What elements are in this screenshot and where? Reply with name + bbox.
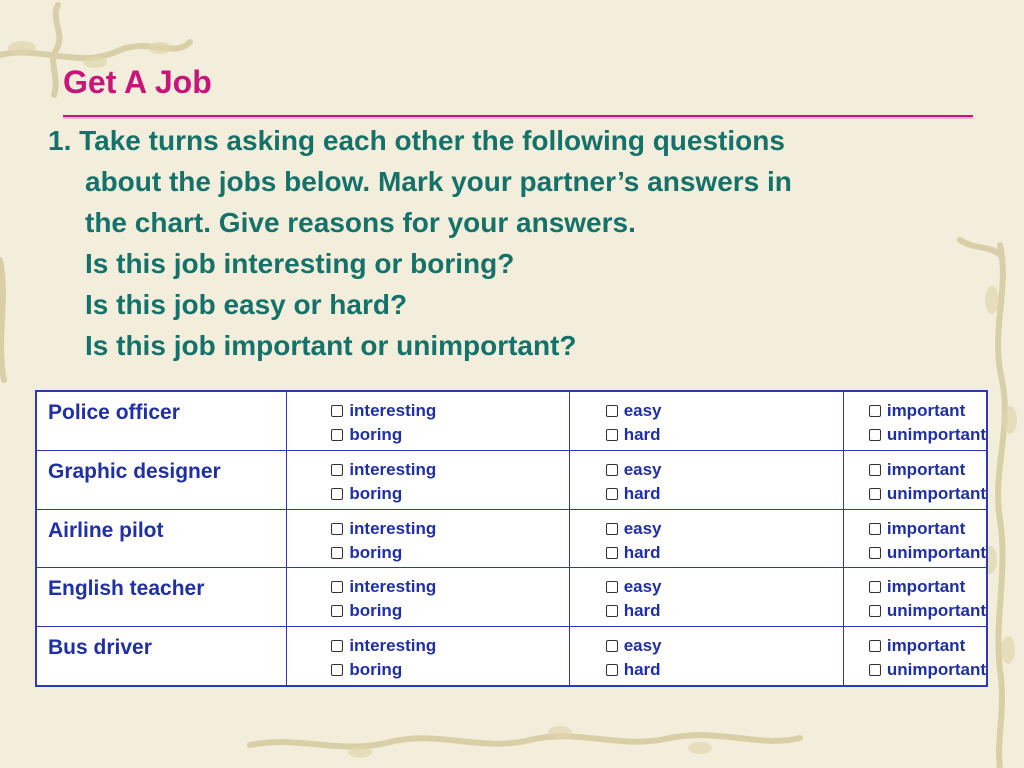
option-label: interesting bbox=[349, 577, 437, 597]
question-interesting-boring: Is this job interesting or boring? bbox=[85, 248, 515, 279]
option-checkbox[interactable] bbox=[606, 634, 843, 658]
checkbox-icon[interactable] bbox=[331, 605, 343, 617]
option-label: important bbox=[886, 401, 966, 420]
option-label: hard bbox=[623, 542, 661, 562]
instruction-line: the chart. Give reasons for your answers. bbox=[85, 207, 636, 238]
option-label: unimportant bbox=[886, 660, 986, 680]
option-label: hard bbox=[623, 601, 661, 621]
option-checkbox[interactable] bbox=[869, 517, 986, 541]
option-checkbox[interactable] bbox=[606, 517, 843, 541]
option-checkbox[interactable] bbox=[869, 599, 986, 623]
option-checkbox[interactable] bbox=[606, 575, 843, 599]
checkbox-icon[interactable] bbox=[606, 640, 618, 652]
option-label: boring bbox=[349, 542, 403, 562]
option-checkbox[interactable] bbox=[606, 482, 843, 506]
table-row bbox=[36, 509, 987, 568]
option-label: easy bbox=[623, 401, 662, 420]
table-row bbox=[36, 391, 987, 450]
checkbox-icon[interactable] bbox=[869, 640, 881, 652]
option-checkbox[interactable] bbox=[331, 658, 568, 682]
job-name: Graphic designer bbox=[36, 450, 287, 509]
checkbox-icon[interactable] bbox=[869, 523, 881, 535]
option-label: important bbox=[886, 636, 966, 656]
option-checkbox[interactable] bbox=[331, 575, 568, 599]
checkbox-icon[interactable] bbox=[869, 405, 881, 417]
checkbox-icon[interactable] bbox=[606, 581, 618, 593]
options-important-unimportant bbox=[843, 568, 987, 627]
option-label: interesting bbox=[349, 401, 437, 420]
option-label: boring bbox=[349, 483, 403, 503]
option-label: unimportant bbox=[886, 542, 986, 562]
option-checkbox[interactable] bbox=[606, 541, 843, 565]
question-important-unimportant: Is this job important or unimportant? bbox=[85, 330, 577, 361]
instructions bbox=[48, 120, 988, 366]
option-checkbox[interactable] bbox=[606, 599, 843, 623]
checkbox-icon[interactable] bbox=[606, 547, 618, 559]
checkbox-icon[interactable] bbox=[606, 405, 618, 417]
question-easy-hard: Is this job easy or hard? bbox=[85, 289, 408, 320]
option-label: boring bbox=[349, 601, 403, 621]
option-label: easy bbox=[623, 518, 662, 538]
option-checkbox[interactable] bbox=[331, 399, 568, 423]
option-checkbox[interactable] bbox=[606, 423, 843, 447]
options-interesting-boring bbox=[287, 627, 569, 686]
option-checkbox[interactable] bbox=[606, 658, 843, 682]
checkbox-icon[interactable] bbox=[331, 405, 343, 417]
title-divider bbox=[63, 115, 973, 117]
checkbox-icon[interactable] bbox=[331, 547, 343, 559]
options-interesting-boring bbox=[287, 391, 569, 450]
option-label: hard bbox=[623, 425, 661, 444]
option-label: unimportant bbox=[886, 483, 986, 503]
options-important-unimportant bbox=[843, 391, 987, 450]
checkbox-icon[interactable] bbox=[331, 429, 343, 441]
table-row bbox=[36, 627, 987, 686]
option-label: unimportant bbox=[886, 425, 986, 444]
options-easy-hard bbox=[569, 568, 843, 627]
table-row bbox=[36, 568, 987, 627]
checkbox-icon[interactable] bbox=[331, 581, 343, 593]
instruction-line: 1. Take turns asking each other the following questions bbox=[48, 125, 785, 156]
option-label: boring bbox=[349, 660, 403, 680]
checkbox-icon[interactable] bbox=[606, 664, 618, 676]
checkbox-icon[interactable] bbox=[331, 488, 343, 500]
option-checkbox[interactable] bbox=[606, 399, 843, 423]
option-checkbox[interactable] bbox=[331, 541, 568, 565]
checkbox-icon[interactable] bbox=[331, 664, 343, 676]
option-label: easy bbox=[623, 577, 662, 597]
option-label: interesting bbox=[349, 459, 437, 479]
job-name: Police officer bbox=[36, 391, 287, 450]
options-easy-hard bbox=[569, 509, 843, 568]
checkbox-icon[interactable] bbox=[869, 429, 881, 441]
options-easy-hard bbox=[569, 450, 843, 509]
option-label: unimportant bbox=[886, 601, 986, 621]
option-checkbox[interactable] bbox=[606, 458, 843, 482]
option-checkbox[interactable] bbox=[331, 482, 568, 506]
checkbox-icon[interactable] bbox=[869, 547, 881, 559]
checkbox-icon[interactable] bbox=[606, 488, 618, 500]
checkbox-icon[interactable] bbox=[606, 464, 618, 476]
option-label: important bbox=[886, 518, 966, 538]
slide-title: Get A Job bbox=[63, 64, 212, 100]
table-row bbox=[36, 450, 987, 509]
job-name: Airline pilot bbox=[36, 509, 287, 568]
option-checkbox[interactable] bbox=[869, 634, 986, 658]
option-checkbox[interactable] bbox=[331, 599, 568, 623]
options-important-unimportant bbox=[843, 509, 987, 568]
options-easy-hard bbox=[569, 391, 843, 450]
option-checkbox[interactable] bbox=[869, 658, 986, 682]
option-checkbox[interactable] bbox=[869, 399, 986, 423]
checkbox-icon[interactable] bbox=[869, 464, 881, 476]
checkbox-icon[interactable] bbox=[869, 581, 881, 593]
option-checkbox[interactable] bbox=[331, 517, 568, 541]
checkbox-icon[interactable] bbox=[606, 523, 618, 535]
option-checkbox[interactable] bbox=[331, 458, 568, 482]
option-checkbox[interactable] bbox=[869, 575, 986, 599]
option-checkbox[interactable] bbox=[331, 423, 568, 447]
option-label: important bbox=[886, 577, 966, 597]
checkbox-icon[interactable] bbox=[869, 605, 881, 617]
checkbox-icon[interactable] bbox=[869, 664, 881, 676]
option-checkbox[interactable] bbox=[869, 423, 986, 447]
option-label: hard bbox=[623, 660, 661, 680]
options-interesting-boring bbox=[287, 568, 569, 627]
checkbox-icon[interactable] bbox=[869, 488, 881, 500]
options-interesting-boring bbox=[287, 450, 569, 509]
checkbox-icon[interactable] bbox=[331, 640, 343, 652]
checkbox-icon[interactable] bbox=[331, 523, 343, 535]
option-label: boring bbox=[349, 425, 403, 444]
checkbox-icon[interactable] bbox=[331, 464, 343, 476]
option-label: easy bbox=[623, 636, 662, 656]
option-label: easy bbox=[623, 459, 662, 479]
option-label: hard bbox=[623, 483, 661, 503]
options-important-unimportant bbox=[843, 450, 987, 509]
jobs-chart bbox=[35, 390, 988, 687]
option-label: interesting bbox=[349, 518, 437, 538]
option-label: interesting bbox=[349, 636, 437, 656]
job-name: English teacher bbox=[36, 568, 287, 627]
checkbox-icon[interactable] bbox=[606, 605, 618, 617]
option-checkbox[interactable] bbox=[869, 482, 986, 506]
options-interesting-boring bbox=[287, 509, 569, 568]
option-checkbox[interactable] bbox=[869, 541, 986, 565]
options-important-unimportant bbox=[843, 627, 987, 686]
option-checkbox[interactable] bbox=[869, 458, 986, 482]
option-checkbox[interactable] bbox=[331, 634, 568, 658]
option-label: important bbox=[886, 459, 966, 479]
job-name: Bus driver bbox=[36, 627, 287, 686]
instruction-line: about the jobs below. Mark your partner’s answers in bbox=[85, 166, 792, 197]
options-easy-hard bbox=[569, 627, 843, 686]
checkbox-icon[interactable] bbox=[606, 429, 618, 441]
